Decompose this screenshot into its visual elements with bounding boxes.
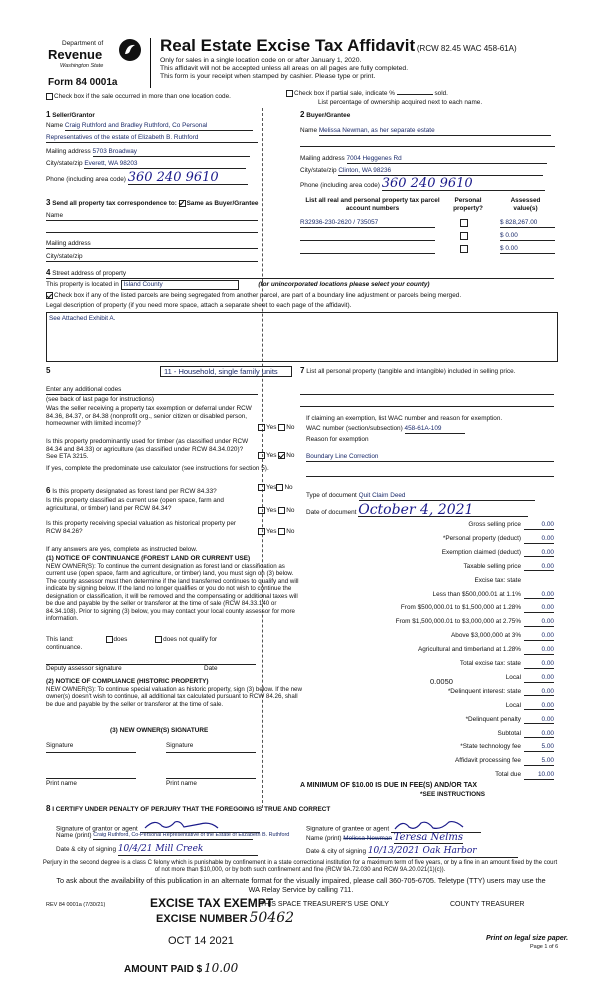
tax-row-label: Total excise tax: state [459,660,521,667]
legal-description-box[interactable] [46,312,558,362]
partial-sale-check[interactable] [286,90,448,98]
wac-label: WAC number (section/subsection) [306,425,403,432]
doc-type-row[interactable] [306,492,535,501]
no-label: No [286,528,295,536]
section3-mailing-label: Mailing address [46,240,91,247]
wac-number[interactable]: 458-61A-109 [405,425,465,434]
amount-paid: 10.00 [203,961,239,975]
header-divider [150,38,151,88]
seller-heading [46,110,95,120]
certify-row [46,804,330,814]
additional-codes-label: Enter any additional codes [46,386,122,393]
grantee-print[interactable]: Melissa Newman [343,835,392,842]
header-note-3 [160,73,375,81]
tax-row-value[interactable]: 0.00 [524,535,554,544]
yes-checkbox[interactable] [258,424,265,431]
yes-checkbox[interactable] [258,507,265,514]
seller-city-row[interactable] [46,160,258,169]
grantor-date[interactable]: 10/4/21 Mill Creek [118,844,258,856]
form-title [160,36,517,56]
deputy-sig-label: Deputy assessor signature [46,665,122,672]
parcels-col1: List all real and personal property tax parcel account numbers [305,197,440,212]
personal-property-checkbox[interactable] [460,219,468,227]
buyer-name[interactable]: Melissa Newman, as her separate estate [319,127,551,136]
no-checkbox[interactable] [278,452,285,459]
section7-num: 7 [300,366,305,375]
new-owner-print-row[interactable] [46,768,256,790]
notice1-text: NEW OWNER(S): To continue the current designation as forest land or classification as current use (open space, farm and agriculture, or timber) land, you must sign on (3) below. The county assessor must then determine if the land transferred continues to qualify and will indicate by signing below. If the land no longer qualifies or you do not wish to continue the designation or classification, it will be removed and the compensating or additional taxes will be due and payable by the seller or transferor at the time of sale (RCW 84.33.140 or 84.34.108). Prior to signing (3) below, you may contact your local county assessor for more information. [46,563,299,623]
grantor-sig-label: Signature of grantor or agent [56,825,138,833]
sold-label: sold. [434,90,448,98]
yes-label: Yes [266,424,277,432]
additional-codes[interactable] [46,386,258,395]
personal-property-checkbox[interactable] [460,232,468,240]
buyer-num: 2 [300,110,305,119]
signature-label: Signature [166,742,194,749]
title-text: Real Estate Excise Tax Affidavit [160,36,416,55]
county-label: This property is located in [46,281,119,288]
yes-label: Yes [266,528,277,536]
buyer-name-row[interactable] [300,127,555,136]
this-land-row[interactable] [46,636,217,644]
agency-name: Revenue [48,47,103,62]
tax-row-label: From $1,500,000.01 to $3,000,000 at 2.75% [395,618,521,626]
page-number: Page 1 of 6 [530,944,559,950]
excise-number-label: EXCISE NUMBER [156,913,248,925]
parcel-row[interactable] [300,219,555,229]
new-owner-print-1[interactable] [46,778,136,779]
new-owner-sig-2[interactable] [166,752,256,753]
seller-phone-row[interactable] [46,172,258,185]
personal-property-line-2[interactable] [300,406,554,407]
certify-text: I CERTIFY UNDER PENALTY OF PERJURY THAT THE FOREGOING IS TRUE AND CORRECT [52,806,331,813]
q-timber-yesno[interactable] [258,452,294,460]
grantor-print-row[interactable] [56,832,290,840]
grantor-print[interactable]: Craig Ruthford, Co-Personal Representative of the Estate of Elizabeth B. Ruthford [93,832,290,839]
tax-row-label: Gross selling price [468,521,521,528]
checkbox-icon[interactable] [46,93,53,100]
grantee-date-label: Date & city of signing [306,848,367,855]
section3-num: 3 [46,198,51,207]
seller-name-1[interactable]: Craig Ruthford and Bradley Ruthford, Co Personal [65,122,253,131]
print-name-label: Print name [166,780,197,787]
seller-city[interactable]: Everett, WA 98203 [84,160,246,169]
segregated-label: Check box if any of the listed parcels are being segregated from another parcel, are part of a boundary line adjustment or parcels being merged. [54,292,462,300]
tax-row-label: Above $3,000,000 at 3% [451,632,521,640]
partial-sale-label: Check box if partial sale, indicate % [294,90,395,98]
seller-name-label: Name [46,122,64,129]
buyer-mailing-label: Mailing address [300,155,345,162]
agency-state: Washington State [60,63,104,69]
personal-property-line-1[interactable] [300,394,554,395]
tax-row-value[interactable]: 0.00 [524,563,554,572]
yes-label: Yes [266,452,277,460]
grantor-date-label: Date & city of signing [56,846,117,853]
form-number: Form 84 0001a [48,77,118,88]
header-note-1: Only for sales in a single location code on or after January 1, 2020. [160,57,362,64]
q-forest [46,486,258,496]
tax-row-value[interactable]: 0.00 [524,674,554,683]
tax-row-label: From $500,000.01 to $1,500,000 at 1.28% [400,604,521,612]
no-checkbox[interactable] [278,507,285,514]
tax-row-label: Less than $500,000.01 at 1.1% [432,590,521,598]
amount-paid-row [124,961,238,976]
stamp-title: EXCISE TAX EXEMPT [150,896,274,910]
list-pct-note: List percentage of ownership acquired next to each name. [318,99,483,106]
seller-phone[interactable]: 360 240 9610 [128,172,248,185]
section3-blank-line [46,232,258,233]
no-label: No [286,452,295,460]
tax-row-label: Exemption claimed (deduct) [441,548,521,556]
parcel-number[interactable] [300,232,435,241]
grantor-print-label: Name (print) [56,832,92,839]
seller-name-2[interactable]: Representatives of the estate of Elizabeth B. Ruthford [46,134,258,143]
section5-num: 5 [46,366,51,375]
signature-label: Signature [46,742,74,749]
continuance-label: continuance. [46,644,83,651]
tax-row-value[interactable]: 0.00 [524,632,554,641]
buyer-phone-row[interactable] [300,178,555,191]
buyer-heading [300,110,350,120]
tax-row-value[interactable]: 0.00 [524,591,554,600]
seller-mailing-label: Mailing address [46,148,91,155]
tax-row-label: *Delinquent penalty [465,715,521,723]
tax-row-label: Local [505,673,521,681]
tax-row-value[interactable]: 5.00 [524,757,554,766]
exemption-text: If claiming an exemption, list WAC number and reason for exemption. [306,415,503,422]
notice2-text: NEW OWNER(S): To continue special valuation as historic property, sign (3) below. If the new owner(s) doesn't wish to continue, all additional tax calculated pursuant to RCW 84.26, shall be due and payable by the seller or transferor at the time of sale. [46,686,302,708]
tax-row-label: Agricultural and timberland at 1.28% [417,646,521,654]
parcel-number[interactable]: R32936-230-2620 / 735057 [300,219,435,228]
excise-number: 50462 [249,910,295,926]
yes-checkbox[interactable] [258,528,265,535]
q-open-yesno[interactable] [258,507,294,515]
street-label: Street address of property [52,270,127,277]
new-owner-sig-1[interactable] [46,752,136,753]
section4-num: 4 [46,268,51,277]
local-rate: 0.0050 [430,677,453,686]
tax-row-label: Local [505,701,521,709]
grantee-print-row[interactable] [306,832,463,844]
buyer-phone[interactable]: 360 240 9610 [382,178,545,191]
grantee-date-row[interactable] [306,846,518,858]
reason-value[interactable]: Boundary Line Correction [306,453,554,462]
tax-row-label: *Personal property (deduct) [442,534,521,542]
assessed-value[interactable]: $ 0.00 [500,245,555,254]
tax-row-value[interactable]: 0.00 [524,604,554,613]
reason-label: Reason for exemption [306,436,369,443]
parcels-col3: Assessed value(s) [510,197,541,212]
yes-label: Yes [266,484,277,492]
county-row[interactable] [46,280,430,290]
doc-date[interactable]: October 4, 2021 [358,504,528,517]
buyer-mailing-row[interactable] [300,155,555,164]
personal-property-checkbox[interactable] [460,245,468,253]
seller-name-row[interactable] [46,122,258,131]
seller-num: 1 [46,110,51,119]
deputy-date-label: Date [204,665,218,672]
stamp-date: OCT 14 2021 [168,935,234,947]
section3-name-row[interactable] [46,212,258,221]
multi-location-label: Check box if the sale occurred in more than one location code. [54,93,231,101]
tax-row-value[interactable]: 0.00 [524,716,554,725]
section3-text: Send all property tax correspondence to: [52,200,177,207]
wac-row[interactable] [306,425,465,434]
yes-checkbox[interactable] [258,484,265,491]
buyer-name-line-2 [300,146,555,147]
buyer-phone-label: Phone (including area code) [300,182,380,189]
county-treasurer: COUNTY TREASURER [450,901,525,908]
county-select[interactable]: Island County [121,280,239,290]
section3-mailing-row[interactable] [46,240,258,249]
no-checkbox[interactable] [278,528,285,535]
title-rcw: (RCW 82.45 WAC 458-61A) [416,44,517,53]
accessibility-text: To ask about the availability of this publication in an alternate format for the visually impaired, please call 360-705-6705. Teletype (TTY) users may use the WA Relay Service by calling 711. [56,876,546,894]
q-open: Is this property classified as current use (open space, farm and agricultural, or timber) land per RCW 84.34? [46,497,224,512]
seller-mailing[interactable]: 5703 Broadway [93,148,250,157]
tax-row-label: Excise tax: state [474,576,521,584]
header-note-3-text: This form is your receipt when stamped by cashier. Please type or print. [160,73,376,80]
deputy-sig-line[interactable] [46,664,256,673]
buyer-mailing[interactable]: 7004 Heggenes Rd [347,155,547,164]
buyer-city-label: City/state/zip [300,167,337,174]
grantor-date-row[interactable] [56,844,258,856]
county-note: (for unincorporated locations please select your county) [258,281,430,288]
header-note-2: This affidavit will not be accepted unless all areas on all pages are fully completed. [160,65,409,72]
print-legal-note: Print on legal size paper. [486,935,569,942]
grantee-sig-label: Signature of grantee or agent [306,825,390,833]
new-owner-print-2[interactable] [166,778,256,779]
q-exemption-yesno[interactable] [258,424,294,432]
wa-logo-icon [118,38,142,62]
no-checkbox[interactable] [276,484,283,491]
section3-name-label: Name [46,212,64,219]
q-forest-text: Is this property designated as forest land per RCW 84.33? [52,488,217,495]
perjury-text: Perjury in the second degree is a class C felony which is punishable by confinement in a state correctional institution for a maximum term of five years, or by a fine in an amount fixed by the court of not more than $10,000, or by both such confinement and fine (RCW 9A.72.030 and RCW 9A.20.021(1)(c)). [42,860,558,874]
legal-desc-label: Legal description of property (if you need more space, attach a separate sheet to each page of the affidavit). [46,302,352,309]
street-address-row[interactable] [46,268,554,279]
legal-description[interactable]: See Attached Exhibit A. [49,315,116,322]
does-not-checkbox[interactable] [155,636,162,643]
rev-number: REV 84 0001a (7/30/21) [46,902,106,908]
tax-row-label: Total due [495,771,521,779]
q-exemption: Was the seller receiving a property tax exemption or deferral under RCW 84.36, 84.37, or 84.38 (nonprofit org., senior citizen or disabled person, homeowner with limited income)? [46,405,252,428]
tax-row-value[interactable]: 0.00 [524,618,554,627]
see-instructions: *SEE INSTRUCTIONS [420,791,485,798]
minimum-note: A MINIMUM OF $10.00 IS DUE IN FEE(S) AND/OR TAX [300,782,478,789]
checkbox-icon[interactable] [286,90,293,97]
no-label: No [286,507,295,515]
q-historic-yesno[interactable] [258,528,294,536]
tax-row-value[interactable]: 0.00 [524,549,554,558]
section7 [300,366,552,376]
buyer-heading-text: Buyer/Grantee [306,112,351,119]
amount-paid-label: AMOUNT PAID $ [124,964,203,975]
doc-date-label: Date of document [306,509,357,516]
q-timber: Is this property predominantly used for timber (as classified under RCW 84.34 and 84.33) or agriculture (as classified under RCW 84.34.020)? See ETA 3215. [46,438,249,461]
assessed-value[interactable]: $ 0.00 [500,232,555,241]
segregated-check[interactable] [46,292,461,300]
no-label: No [286,424,295,432]
tax-row-value[interactable]: 0.00 [524,521,554,530]
assessed-value[interactable]: $ 828,267.00 [500,219,555,228]
yes-label: Yes [266,507,277,515]
section7-text: List all personal property (tangible and intangible) included in selling price. [306,368,516,375]
section3-city-row[interactable] [46,253,258,262]
does-label: does [113,636,128,644]
reason-line-2 [306,476,554,477]
new-owner-sig-row[interactable] [46,742,256,764]
tax-row-label: *Delinquent interest: state [447,687,521,695]
seller-heading-text: Seller/Grantor [52,112,95,119]
tax-row-value[interactable]: 0.00 [524,730,554,739]
tax-row-value[interactable]: 5.00 [524,743,554,752]
grantee-sig-row[interactable] [306,818,481,833]
dor-logo [48,38,143,80]
yes-checkbox[interactable] [258,452,265,459]
section8-num: 8 [46,804,51,813]
timber-note: If yes, complete the predominate use calculator (see instructions for section 5). [46,465,269,472]
parcels-col2: Personal property? [453,197,483,212]
tax-row-label: *State technology fee [460,743,521,751]
grantee-date[interactable]: 10/13/2021 Oak Harbor [368,846,518,858]
tax-row-value[interactable]: 0.00 [524,646,554,655]
see-back: (see back of last page for instructions) [46,396,154,403]
buyer-name-label: Name [300,127,318,134]
land-use-select[interactable]: 11 - Household, single family units [160,366,292,377]
seller-phone-label: Phone (including area code) [46,176,126,183]
same-as-buyer-label: Same as Buyer/Grantee [186,200,259,207]
notice3-title: (3) NEW OWNER(S) SIGNATURE [110,727,209,734]
buyer-city-row[interactable] [300,167,555,176]
seller-city-label: City/state/zip [46,160,83,167]
multi-location-check[interactable] [46,93,231,101]
agency-top: Department of [62,40,104,47]
parcel-row[interactable] [300,245,555,255]
no-checkbox[interactable] [278,424,285,431]
seller-mailing-row[interactable] [46,148,258,157]
tax-row-value[interactable]: 0.00 [524,688,554,697]
doc-type[interactable]: Quit Claim Deed [359,492,535,501]
notice2-title: (2) NOTICE OF COMPLIANCE (HISTORIC PROPERTY) [46,678,209,685]
print-name-label: Print name [46,780,77,787]
tax-row-value[interactable]: 0.00 [524,660,554,669]
q-forest-yesno[interactable] [258,484,293,492]
if-yes-note: If any answers are yes, complete as instructed below. [46,546,198,553]
checkbox-icon[interactable] [46,292,53,299]
tax-row-value[interactable]: 0.00 [524,702,554,711]
grantor-sig-row[interactable] [56,818,260,833]
section3-city-label: City/state/zip [46,253,83,260]
grantee-signature-icon [391,818,481,833]
section3-heading [46,198,258,208]
excise-number-row [156,910,294,927]
parcel-row[interactable] [300,232,555,242]
tax-row-label: Affidavit processing fee [455,757,521,765]
tax-row-label: Subtotal [497,729,521,737]
grantee-print-label: Name (print) [306,835,342,842]
treasurer-space: THIS SPACE TREASURER'S USE ONLY [260,901,389,908]
no-label: No [284,484,293,492]
does-not-label: does not qualify for [163,636,218,644]
section6-num: 6 [46,486,51,495]
parcel-number[interactable] [300,245,435,254]
q-historic: Is this property receiving special valuation as historical property per RCW 84.26? [46,520,237,535]
same-as-buyer-checkbox[interactable] [179,200,186,207]
grantee-print-handwritten[interactable]: Teresa Nelms [393,832,463,843]
doc-date-row[interactable] [306,504,528,517]
doc-type-label: Type of document [306,492,357,499]
tax-row-label: Taxable selling price [463,562,521,570]
notice1-title: (1) NOTICE OF CONTINUANCE (FOREST LAND OR CURRENT USE) [46,555,251,562]
this-land-label: This land: [46,636,74,644]
grantor-signature-icon [140,818,260,833]
buyer-city[interactable]: Clinton, WA 98236 [338,167,543,176]
does-checkbox[interactable] [106,636,113,643]
tax-row-value[interactable]: 10.00 [524,771,554,780]
